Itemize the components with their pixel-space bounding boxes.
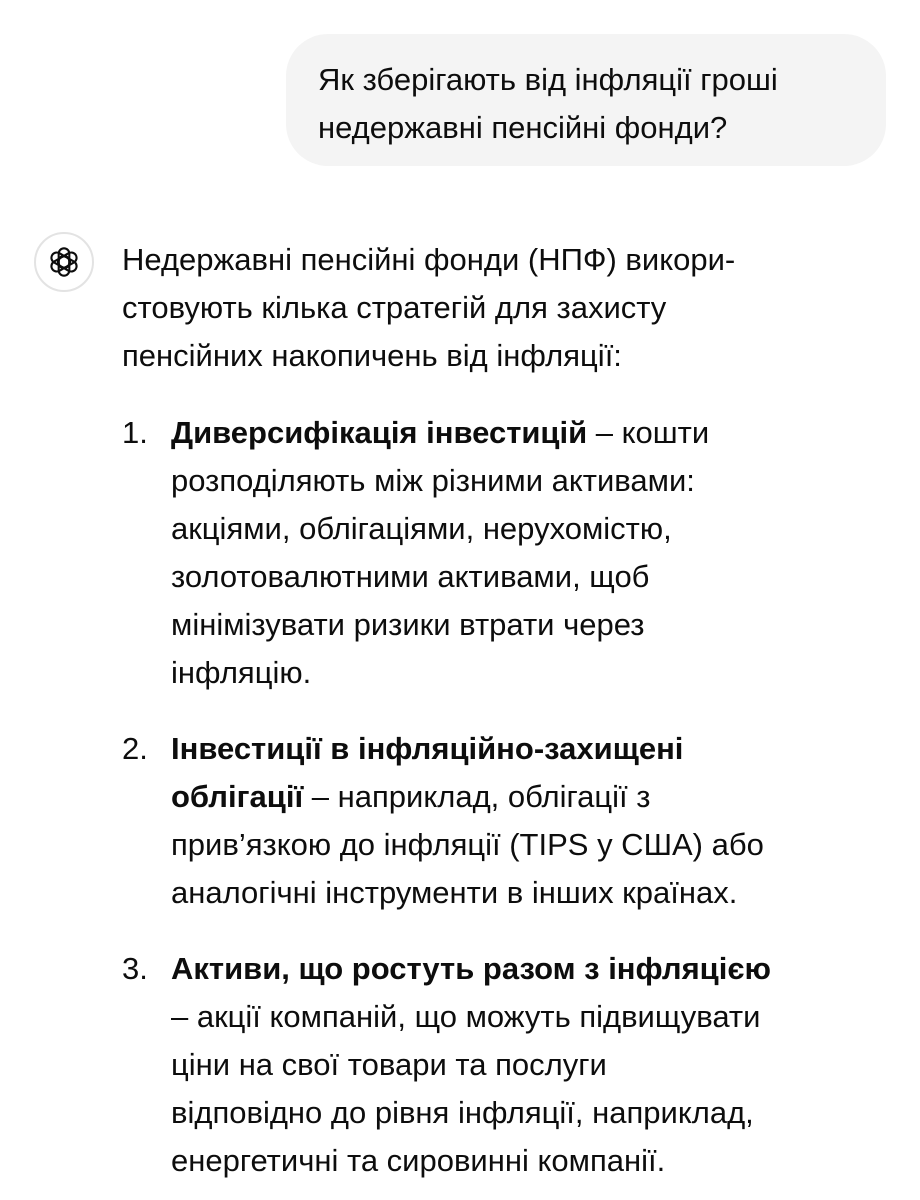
list-item-line: аналогічні інструменти в інших країнах. xyxy=(171,875,738,910)
assistant-message xyxy=(122,236,902,1185)
assistant-avatar xyxy=(34,232,94,292)
list-item-line: прив’язкою до інфляції (TIPS у США) або xyxy=(171,827,764,862)
intro-line: Недержавні пенсійні фонди (НПФ) викори- xyxy=(122,242,736,277)
list-item-line: інфляцію. xyxy=(171,655,312,690)
openai-logo-icon xyxy=(45,243,83,281)
list-item-title: Активи, що ростуть разом з інфляцією xyxy=(171,951,771,986)
list-item-title: облігації xyxy=(171,779,304,814)
list-item-number: 3. xyxy=(122,951,148,986)
list-item-text: – кошти xyxy=(587,415,710,450)
list-item-line: ціни на свої товари та послуги xyxy=(171,1047,607,1082)
list-item-line: акціями, облігаціями, нерухомістю, xyxy=(171,511,672,546)
list-item-line: золотовалютними активами, щоб xyxy=(171,559,650,594)
user-message-bubble xyxy=(286,34,886,166)
user-message-line: Як зберігають від інфляції гроші xyxy=(318,62,778,97)
list-item-text: – наприклад, облігації з xyxy=(303,779,651,814)
list-item xyxy=(122,725,902,917)
list-item-line: енергетичні та сировинні компанії. xyxy=(171,1143,666,1178)
list-item xyxy=(122,945,902,1185)
intro-line: стовують кілька стратегій для захисту xyxy=(122,290,667,325)
list-item-number: 1. xyxy=(122,415,148,450)
list-item-number: 2. xyxy=(122,731,148,766)
list-item xyxy=(122,409,902,697)
assistant-intro xyxy=(122,236,852,380)
list-item-line: відповідно до рівня інфляції, наприклад, xyxy=(171,1095,754,1130)
list-item-title: Інвестиції в інфляційно-захищені xyxy=(171,731,684,766)
intro-line: пенсійних накопичень від інфляції: xyxy=(122,338,622,373)
list-item-line: розподіляють між різними активами: xyxy=(171,463,695,498)
user-message-line: недержавні пенсійні фонди? xyxy=(318,110,728,145)
strategy-list xyxy=(122,409,902,1185)
list-item-title: Диверсифікація інвестицій xyxy=(171,415,588,450)
list-item-line: – акції компаній, що можуть підвищувати xyxy=(171,999,761,1034)
list-item-line: мінімізувати ризики втрати через xyxy=(171,607,645,642)
